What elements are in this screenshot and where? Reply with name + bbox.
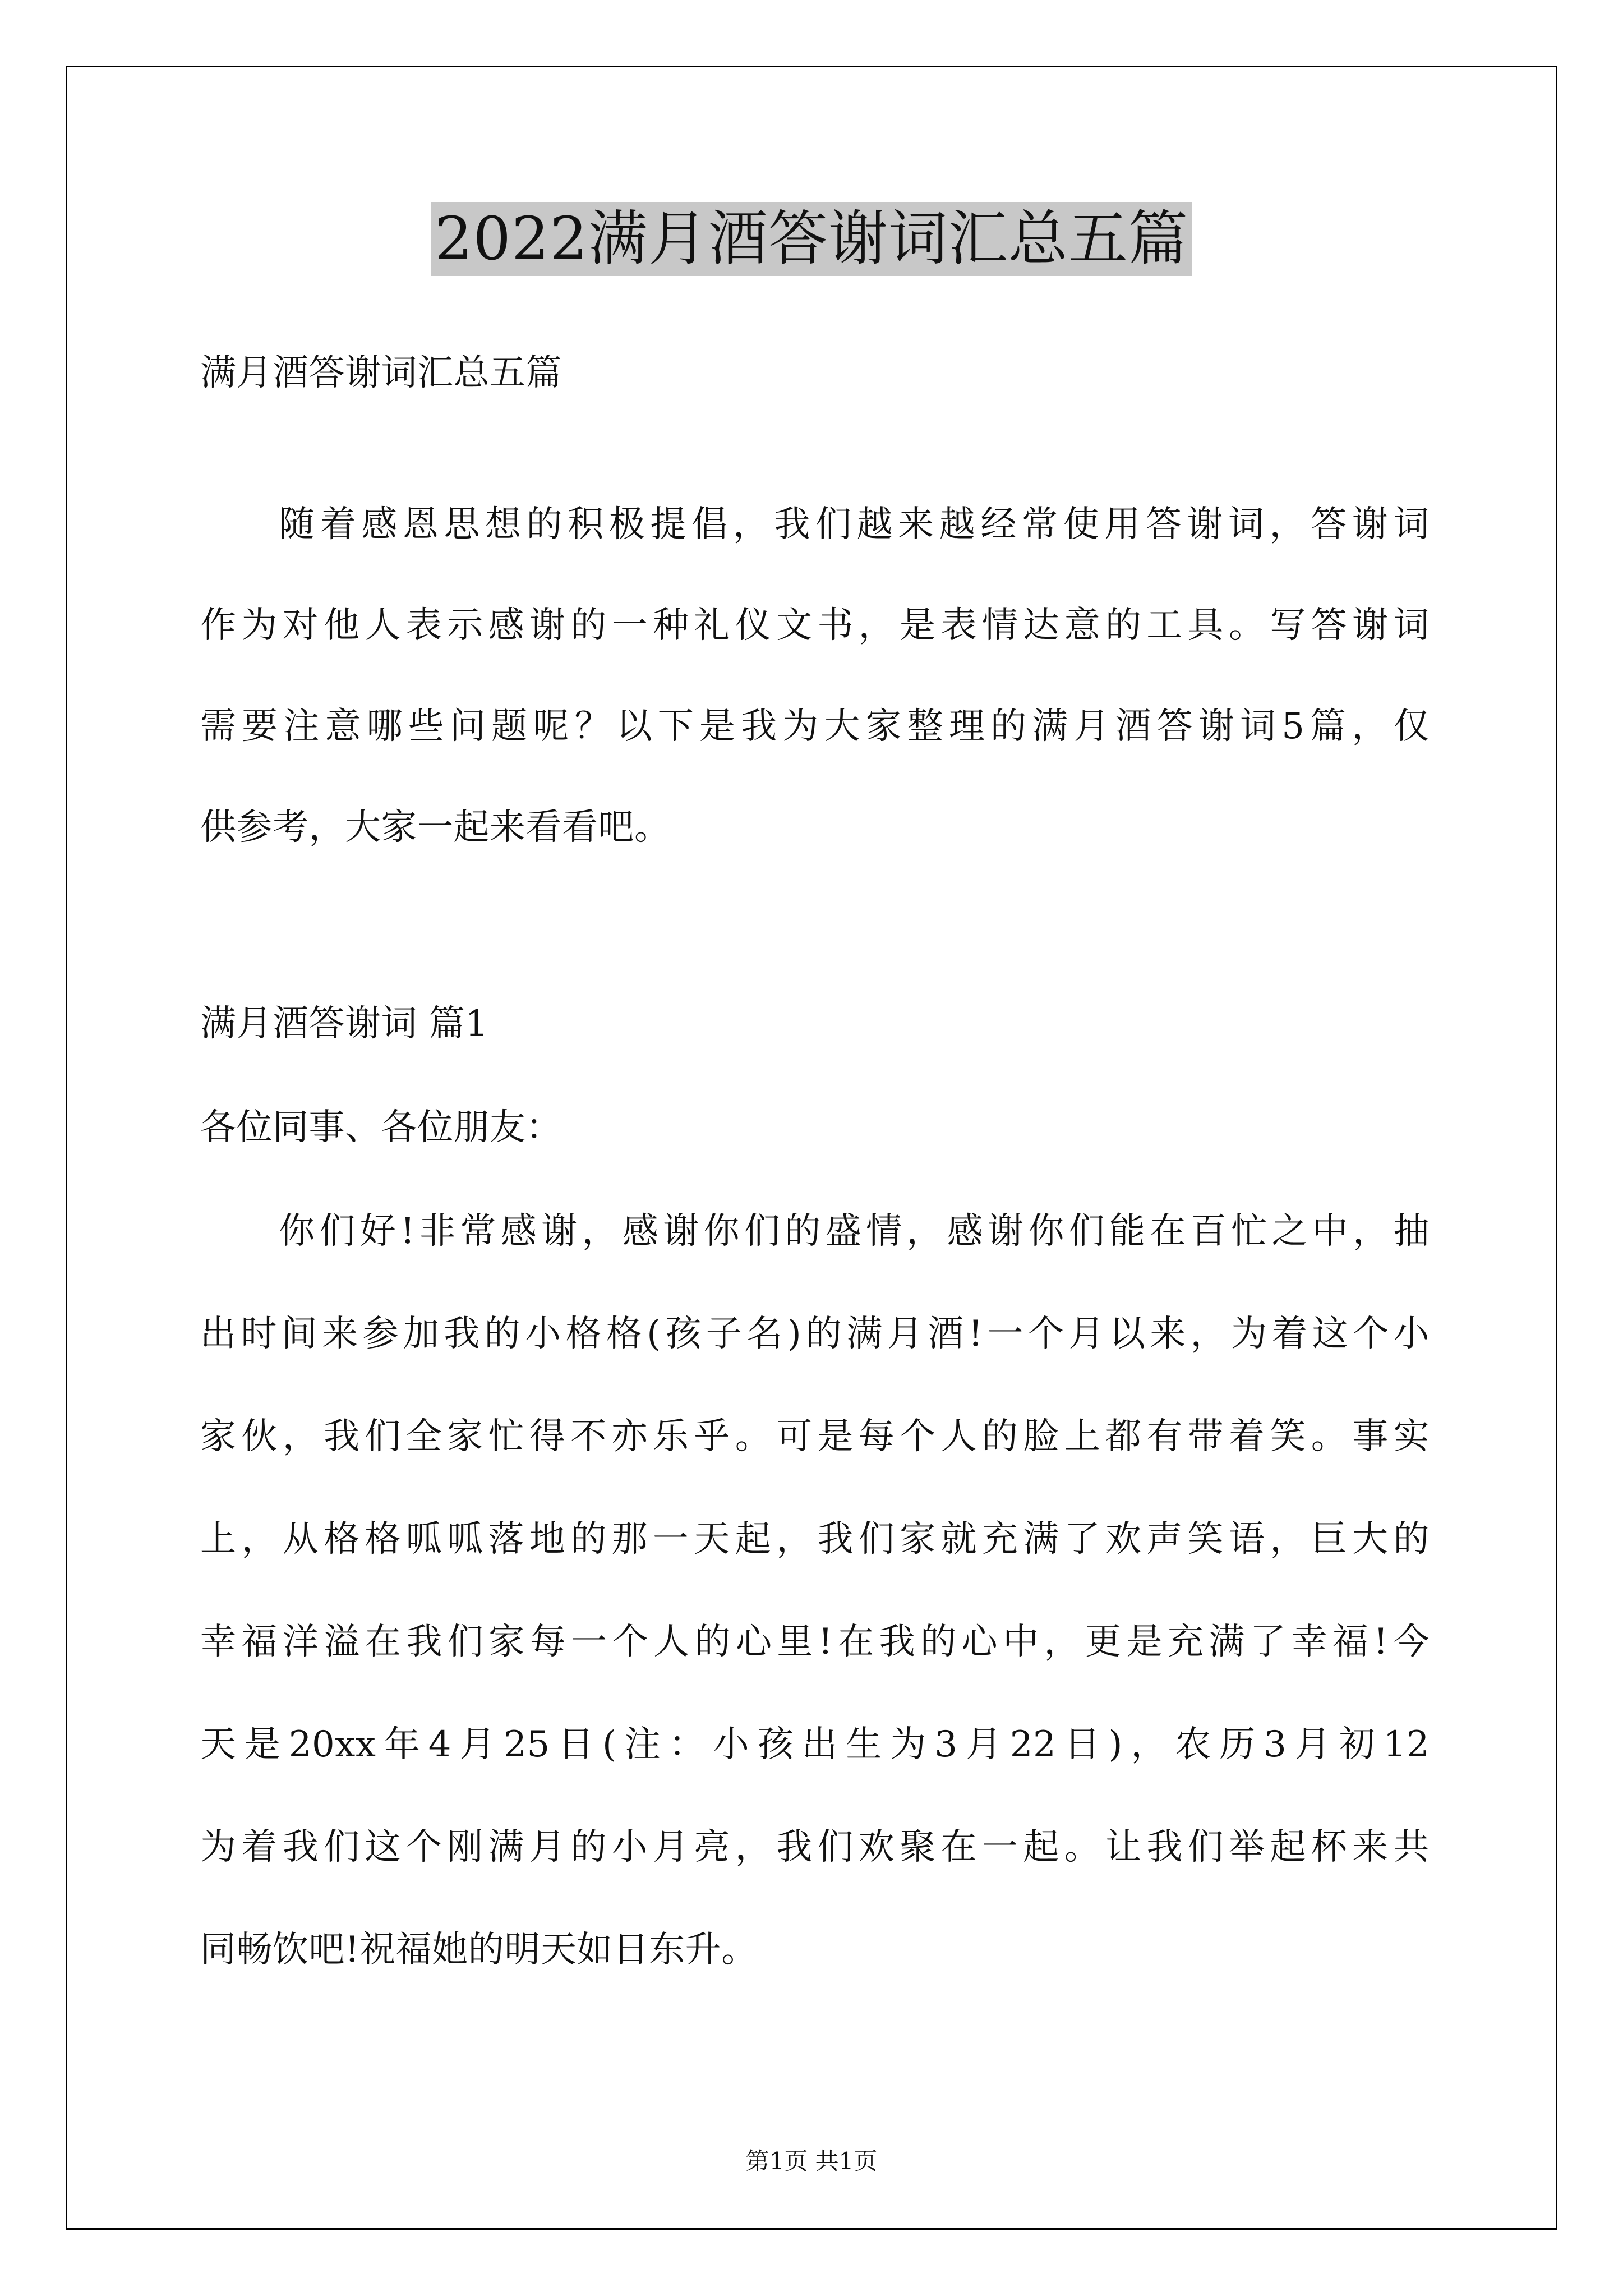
document-title: 2022满月酒答谢词汇总五篇 <box>431 202 1192 276</box>
body-line: 上，从格格呱呱落地的那一天起，我们家就充满了欢声笑语，巨大的 <box>200 1519 1430 1560</box>
salutation: 各位同事、各位朋友： <box>200 1107 562 1148</box>
intro-line: 作为对他人表示感谢的一种礼仪文书，是表情达意的工具。写答谢词 <box>200 605 1430 646</box>
body-line: 出时间来参加我的小格格(孩子名)的满月酒!一个月以来，为着这个小 <box>200 1313 1430 1355</box>
subtitle: 满月酒答谢词汇总五篇 <box>200 352 562 394</box>
body-line: 为着我们这个刚满月的小月亮，我们欢聚在一起。让我们举起杯来共 <box>200 1826 1430 1868</box>
document-page <box>66 66 1557 2230</box>
body-line: 你们好!非常感谢，感谢你们的盛情，感谢你们能在百忙之中，抽 <box>279 1211 1430 1252</box>
intro-line: 需要注意哪些问题呢？以下是我为大家整理的满月酒答谢词5篇，仅 <box>200 706 1430 747</box>
title-wrap <box>67 202 1556 276</box>
body-line: 同畅饮吧!祝福她的明天如日东升。 <box>200 1929 758 1971</box>
page-footer: 第1页 共1页 <box>745 2147 878 2175</box>
body-line: 幸福洋溢在我们家每一个人的心里!在我的心中，更是充满了幸福!今 <box>200 1621 1430 1663</box>
body-line: 家伙，我们全家忙得不亦乐乎。可是每个人的脸上都有带着笑。事实 <box>200 1416 1430 1457</box>
intro-line: 供参考，大家一起来看看吧。 <box>200 807 671 848</box>
intro-line: 随着感恩思想的积极提倡，我们越来越经常使用答谢词，答谢词 <box>279 504 1430 545</box>
section-heading: 满月酒答谢词 篇1 <box>200 1003 488 1045</box>
body-line: 天是20xx年4月25日(注：小孩出生为3月22日)，农历3月初12 <box>200 1724 1430 1765</box>
